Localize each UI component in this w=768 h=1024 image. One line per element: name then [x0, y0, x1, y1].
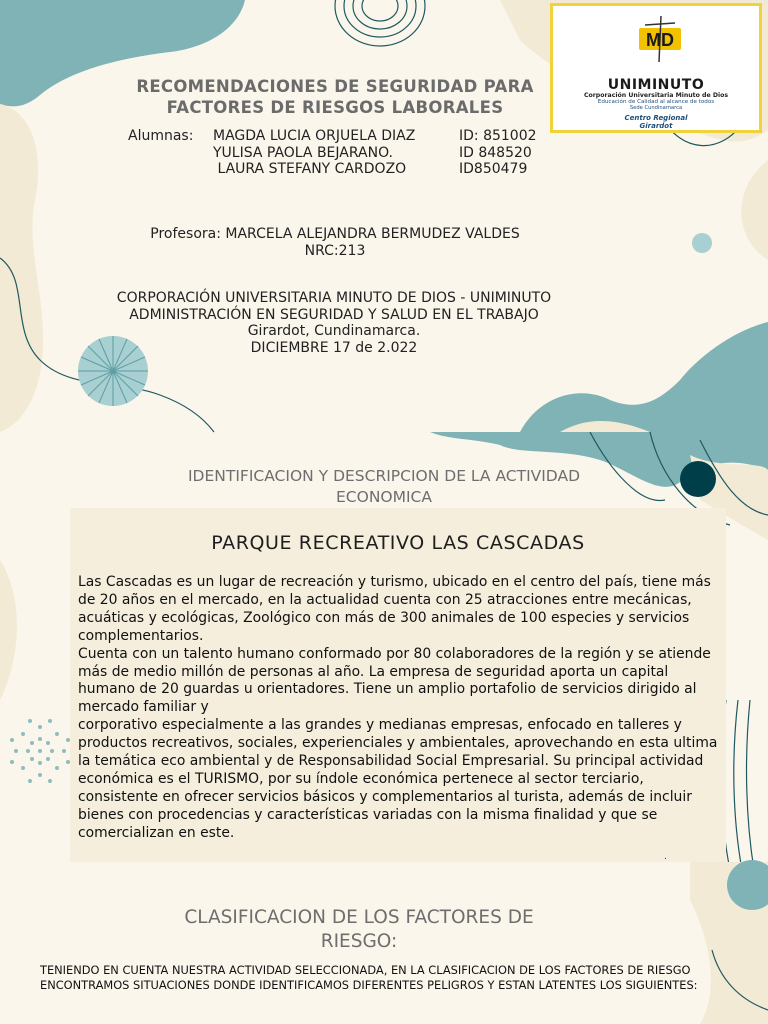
nrc-code: NRC:213 [304, 242, 366, 259]
card-body [78, 574, 723, 843]
student-row [128, 145, 537, 162]
student-name: YULISA PAOLA BEJARANO. [213, 144, 393, 161]
program-name: ADMINISTRACIÓN EN SEGURIDAD Y SALUD EN EL TRABAJO [129, 306, 539, 323]
section-heading-risk-factors: CLASIFICACION DE LOS FACTORES DE RIESGO: [184, 907, 534, 952]
student-row [128, 128, 537, 145]
contour-lines-right [721, 700, 754, 870]
beige-blob-right [741, 160, 768, 260]
dotted-circle [10, 719, 70, 783]
section-heading-activity: IDENTIFICACION Y DESCRIPCION DE LA ACTIVIDAD ECONOMICA [187, 467, 581, 506]
teacher-block [120, 226, 550, 259]
logo-name: UNIMINUTO [607, 77, 705, 93]
logo-regional: Centro Regional [624, 114, 688, 122]
institution-name: CORPORACIÓN UNIVERSITARIA MINUTO DE DIOS - UNIMINUTO [116, 290, 552, 306]
student-name: LAURA STEFANY CARDOZO [213, 161, 407, 177]
teacher-name: Profesora: MARCELA ALEJANDRA BERMUDEZ VALDES [150, 226, 520, 242]
student-id: ID 848520 [459, 144, 532, 161]
svg-text:MD: MD [646, 30, 674, 50]
students-block [128, 128, 537, 178]
card-title: PARQUE RECREATIVO LAS CASCADAS [211, 532, 585, 554]
document-title: RECOMENDACIONES DE SEGURIDAD PARA FACTORES DE RIESGOS LABORALES [136, 77, 534, 117]
stray-dot: . [664, 852, 667, 862]
student-id: ID850479 [459, 161, 528, 177]
student-id: ID: 851002 [459, 128, 537, 144]
paragraph: Cuenta con un talento humano conformado por 80 colaboradores de la región y se atiende más de medio millón de personas al año. La empresa de seguridad aporta un capital humano de 20 guardas u orientadores. Tiene un amplio portafolio de servicios dirigido al mercado familiar y [78, 645, 711, 716]
paragraph: corporativo especialmente a las grandes y medianas empresas, enfocado en talleres y productos recreativos, sociales, experienciales y ambientales, aprovechando en esta ultima la temática eco ambiental y de Responsabilidad Social Empresarial. Su principal actividad económica es el TURISMO, por su índole económica pertenece al sector terciario, consistente en ofrecer servicios básicos y complementarios al turista, además de incluir bienes con procedencias y características variadas con la misma finalidad y que se comercializan en este. [78, 717, 718, 841]
city: Girardot, Cundinamarca. [247, 323, 421, 339]
md-logo-mark [635, 16, 685, 62]
uniminuto-logo [550, 3, 762, 133]
institution-block [84, 290, 584, 356]
students-label: Alumnas: [128, 128, 194, 144]
logo-city: Girardot [639, 122, 673, 130]
contour-rings-top [335, 0, 425, 46]
small-teal-dot [692, 233, 712, 253]
dark-teal-dot [680, 461, 716, 497]
student-row [128, 161, 537, 178]
paragraph: Las Cascadas es un lugar de recreación y turismo, ubicado en el centro del país, tiene más de 20 años en el mercado, en la actualidad cuenta con 25 atracciones entre mecánicas, acuáticas y ecológicas, Zoológico con más de 300 animales de 100 especies y servicios complementarios. [78, 574, 711, 644]
logo-subtitle: Corporación Universitaria Minuto de Dios [583, 92, 729, 99]
student-name: MAGDA LUCIA ORJUELA DIAZ [213, 128, 416, 144]
beige-blob-left [0, 104, 43, 432]
risk-factors-intro: TENIENDO EN CUENTA NUESTRA ACTIVIDAD SELECCIONADA, EN LA CLASIFICACION DE LOS FACTORES DE RIESGO ENCONTRAMOS SITUACIONES DONDE IDENTIFICAMOS DIFERENTES PELIGROS Y ESTAN LATENTES LOS SIGUIENTES: [40, 963, 698, 992]
logo-slogan: Educación de Calidad al alcance de todos [597, 99, 715, 105]
beige-blob-page2-left [0, 560, 17, 700]
logo-sede: Sede Cundinamarca [629, 105, 683, 111]
date: DICIEMBRE 17 de 2.022 [250, 339, 418, 356]
